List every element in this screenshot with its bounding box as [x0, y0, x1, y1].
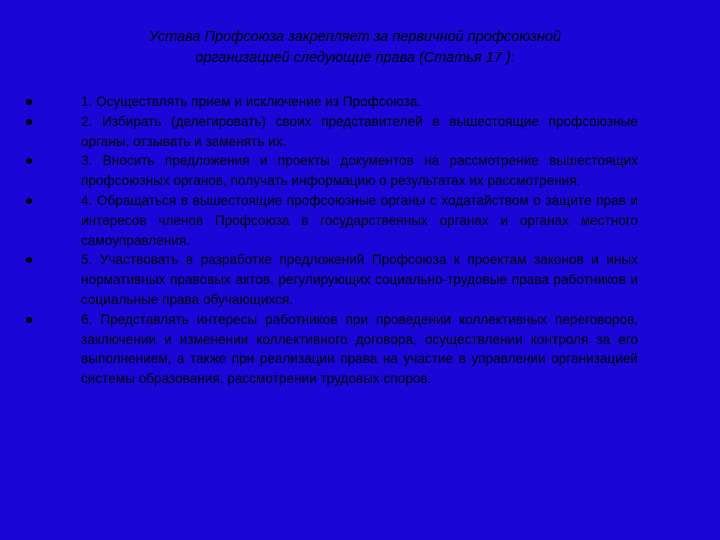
list-item	[26, 92, 638, 112]
list-item-text: 3. Вносить предложения и проекты документов на рассмотрение вышестоящих профсоюзных органов, получать информацию о результатах их рассмотрения.	[81, 153, 638, 189]
list-item	[26, 151, 638, 191]
rights-list	[26, 92, 638, 389]
bullet-icon	[26, 99, 32, 105]
bullet-icon	[26, 119, 32, 125]
list-item	[26, 310, 638, 389]
list-item-text: 6. Представлять интересы работников при проведении коллективных переговоров, заключении и изменении коллективного договора, осуществлении контроля за его выполнением, а также при реализации права на участие в управлении организацией системы образования, рассмотрении трудовых споров.	[81, 311, 638, 387]
list-item-text: 4. Обращаться в вышестоящие профсоюзные органы с ходатайством о защите прав и интересов членов Профсоюза в государственных органах и органах местного самоуправления.	[81, 192, 638, 248]
title-line-2: организацией следующие права (Статья 17 ):	[195, 50, 515, 66]
bullet-icon	[26, 317, 32, 323]
title-line-1: Устава Профсоюза закрепляет за первичной профсоюзной	[148, 29, 562, 45]
list-item	[26, 191, 638, 250]
list-item	[26, 112, 638, 152]
bullet-icon	[26, 158, 32, 164]
list-item-text: 5. Участвовать в разработке предложений Профсоюза к проектам законов и иных нормативных правовых актов, регулирующих социально-трудовые права работников и социальные права обучающихся.	[81, 252, 638, 307]
list-item-text: 1. Осуществлять прием и исключение из Профсоюза.	[81, 94, 422, 109]
bullet-icon	[26, 257, 32, 263]
slide-title	[60, 27, 650, 69]
bullet-icon	[26, 198, 32, 204]
list-item-text: 2. Избирать (делегировать) своих представителей в вышестоящие профсоюзные органы, отзывать и заменять их.	[81, 113, 638, 149]
list-item	[26, 250, 638, 309]
